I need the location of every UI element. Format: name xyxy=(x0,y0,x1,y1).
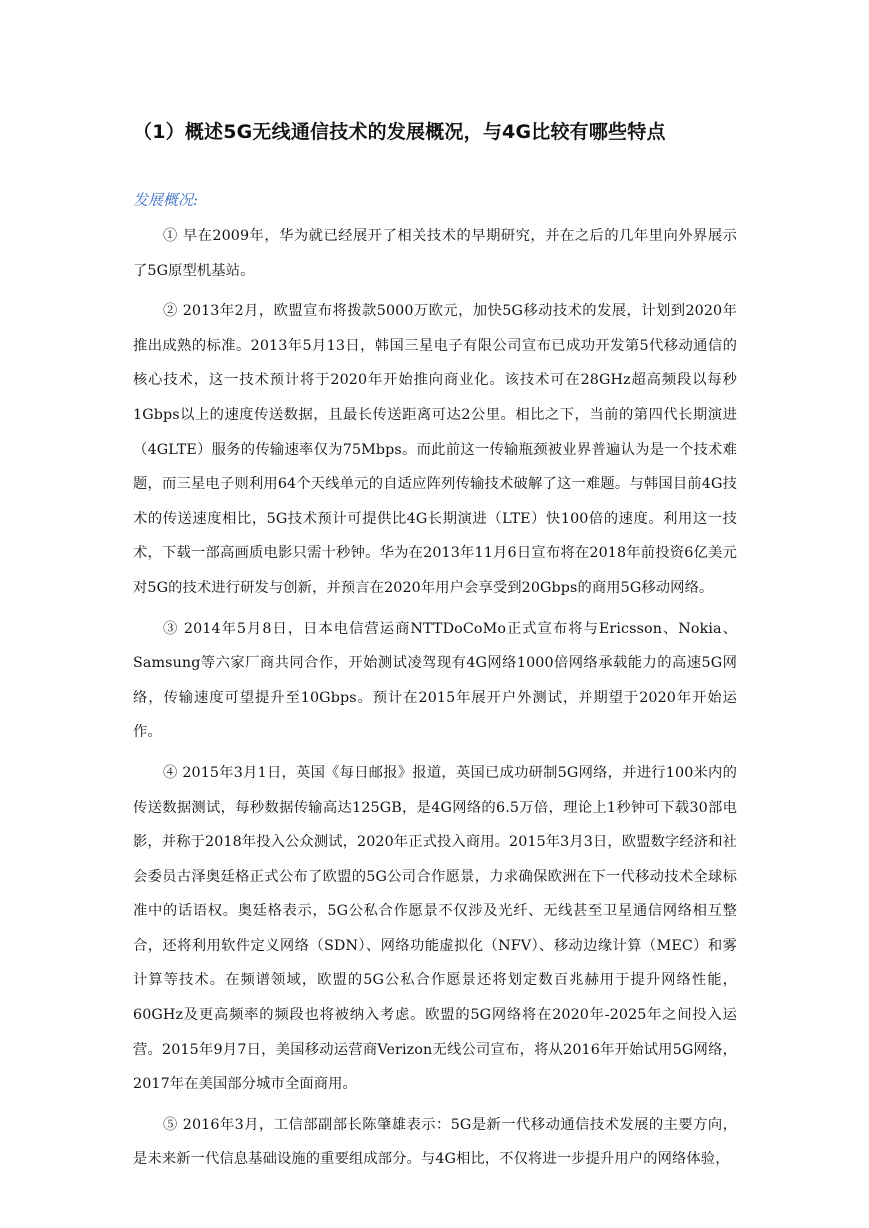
paragraph-4: ④ 2015年3月1日，英国《每日邮报》报道，英国已成功研制5G网络，并进行100米内的传送数据测试，每秒数据传输高达125GB，是4G网络的6.5万倍，理论上1秒钟可下载30部电影，并称于2018年投入公众测试，2020年正式投入商用。2015年3月3日，欧盟数字经济和社会委员古泽奥廷格正式公布了欧盟的5G公司合作愿景，力求确保欧洲在下一代移动技术全球标准中的话语权。奥廷格表示，5G公私合作愿景不仅涉及光纤、无线甚至卫星通信网络相互整合，还将利用软件定义网络（SDN）、网络功能虚拟化（NFV）、移动边缘计算（MEC）和雾计算等技术。在频谱领域，欧盟的5G公私合作愿景还将划定数百兆赫用于提升网络性能，60GHz及更高频率的频段也将被纳入考虑。欧盟的5G网络将在2020年-2025年之间投入运营。2015年9月7日，美国移动运营商Verizon无线公司宣布，将从2016年开始试用5G网络，2017年在美国部分城市全面商用。 xyxy=(133,764,737,1093)
paragraph-1: ① 早在2009年，华为就已经展开了相关技术的早期研究，并在之后的几年里向外界展示了5G原型机基站。 xyxy=(133,228,737,279)
page-title: （1）概述5G无线通信技术的发展概况，与4G比较有哪些特点 xyxy=(133,121,666,143)
paragraph-3: ③ 2014年5月8日，日本电信营运商NTTDoCoMo正式宣布将与Ericsson、Nokia、Samsung等六家厂商共同合作，开始测试凌驾现有4G网络1000倍网络承载能力的高速5G网络，传输速度可望提升至10Gbps。预计在2015年展开户外测试，并期望于2020年开始运作。 xyxy=(133,620,737,741)
paragraph-2: ② 2013年2月，欧盟宣布将拨款5000万欧元，加快5G移动技术的发展，计划到2020年推出成熟的标准。2013年5月13日，韩国三星电子有限公司宣布已成功开发第5代移动通信的核心技术，这一技术预计将于2020年开始推向商业化。该技术可在28GHz超高频段以每秒1Gbps以上的速度传送数据，且最长传送距离可达2公里。相比之下，当前的第四代长期演进（4GLTE）服务的传输速率仅为75Mbps。而此前这一传输瓶颈被业界普遍认为是一个技术难题，而三星电子则利用64个天线单元的自适应阵列传输技术破解了这一难题。与韩国目前4G技术的传送速度相比，5G技术预计可提供比4G长期演进（LTE）快100倍的速度。利用这一技术，下载一部高画质电影只需十秒钟。华为在2013年11月6日宣布将在2018年前投资6亿美元对5G的技术进行研发与创新，并预言在2020年用户会享受到20Gbps的商用5G移动网络。 xyxy=(133,303,737,596)
paragraph-5: ⑤ 2016年3月，工信部副部长陈肇雄表示：5G是新一代移动通信技术发展的主要方向，是未来新一代信息基础设施的重要组成部分。与4G相比，不仅将进一步提升用户的网络体验， xyxy=(133,1116,737,1168)
section-label: 发展概况: xyxy=(133,191,199,209)
document-body xyxy=(133,219,737,1183)
